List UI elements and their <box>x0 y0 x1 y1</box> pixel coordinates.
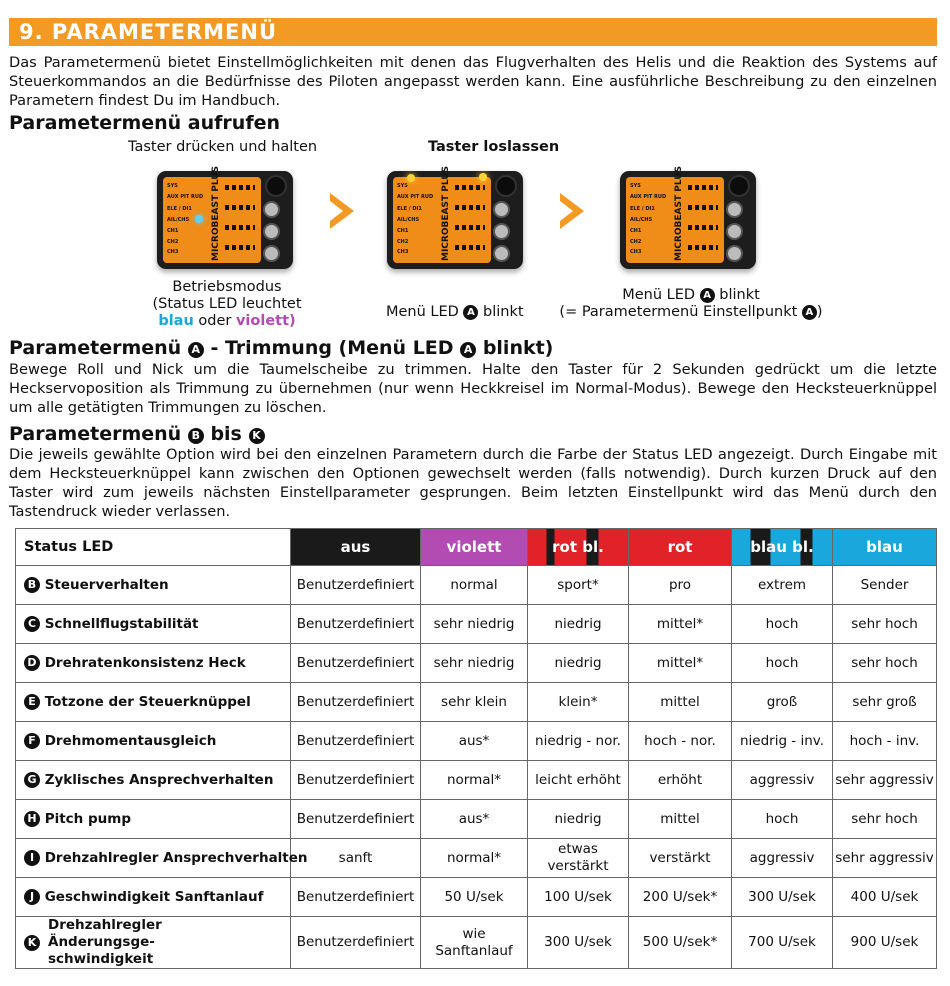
table-cell: sehr niedrig <box>421 644 528 683</box>
device-label-ail: AIL/CH5 <box>630 217 653 223</box>
table-cell: normal* <box>421 761 528 800</box>
row-label <box>16 722 291 761</box>
step1-caption <box>127 279 327 330</box>
potentiometer <box>726 245 743 262</box>
table-cell: Benutzerdefiniert <box>291 644 421 683</box>
device-label-sys: SYS <box>167 183 178 189</box>
table-cell: mittel <box>629 683 732 722</box>
table-row <box>16 878 937 917</box>
pin-row <box>688 225 718 230</box>
device-label-ch2: CH2 <box>397 239 409 245</box>
pin-row <box>688 185 718 190</box>
header-rot: rot <box>629 529 732 566</box>
table-cell: groß <box>732 683 833 722</box>
table-row <box>16 800 937 839</box>
step1-caption-line1: Betriebsmodus <box>172 279 282 295</box>
row-label-text: Drehzahlregler Ansprechverhalten <box>44 849 308 866</box>
potentiometer <box>493 223 510 240</box>
table-cell: wie Sanftanlauf <box>421 917 528 969</box>
table-cell: niedrig <box>528 605 629 644</box>
table-cell: pro <box>629 566 732 605</box>
table-cell: sehr groß <box>833 683 937 722</box>
blue-label: blau <box>158 313 194 329</box>
table-cell: niedrig - nor. <box>528 722 629 761</box>
potentiometer <box>726 201 743 218</box>
heading-open-menu: Parametermenü aufrufen <box>9 112 280 134</box>
step1-caption-line2: (Status LED leuchtet <box>152 296 302 312</box>
row-label <box>16 605 291 644</box>
header-violett: violett <box>421 529 528 566</box>
letter-g-icon: G <box>24 772 40 788</box>
device-label-sys: SYS <box>630 183 641 189</box>
potentiometer <box>263 245 280 262</box>
table-row <box>16 917 937 969</box>
pin-row <box>688 245 718 250</box>
table-cell: leicht erhöht <box>528 761 629 800</box>
table-cell: normal <box>421 566 528 605</box>
device-button <box>265 175 287 197</box>
device-label-ele: ELE / DI1 <box>630 206 655 212</box>
table-cell: 400 U/sek <box>833 878 937 917</box>
table-cell: sehr aggressiv <box>833 761 937 800</box>
device-label-ail: AIL/CH5 <box>397 217 420 223</box>
table-cell: klein* <box>528 683 629 722</box>
device-brand: MICROBEAST PLUS <box>674 165 684 261</box>
device-face <box>626 165 724 263</box>
device-button <box>495 175 517 197</box>
table-cell: niedrig <box>528 644 629 683</box>
button-led-icon <box>479 173 487 181</box>
table-cell: 300 U/sek <box>528 917 629 969</box>
row-label <box>16 566 291 605</box>
device-button <box>728 175 750 197</box>
potentiometer <box>263 201 280 218</box>
bk-heading-mid: bis <box>210 423 242 445</box>
step2-top-caption: Taster loslassen <box>428 139 560 155</box>
table-cell: 900 U/sek <box>833 917 937 969</box>
row-label <box>16 800 291 839</box>
table-row <box>16 566 937 605</box>
letter-f-icon: F <box>24 733 40 749</box>
device-label-ele: ELE / DI1 <box>397 206 422 212</box>
row-label-text: Totzone der Steuerknüppel <box>44 693 251 710</box>
step3-line2-pre: (= Parametermenü Einstellpunkt <box>559 304 798 320</box>
table-cell: hoch - nor. <box>629 722 732 761</box>
table-cell: aus* <box>421 800 528 839</box>
letter-a-icon: A <box>460 342 476 358</box>
device-label-aux: AUX PIT RUD <box>630 194 667 200</box>
table-row <box>16 683 937 722</box>
table-cell: 300 U/sek <box>732 878 833 917</box>
row-label-text: Pitch pump <box>44 810 131 827</box>
table-cell: hoch <box>732 800 833 839</box>
letter-b-icon: B <box>24 577 40 593</box>
table-cell: sanft <box>291 839 421 878</box>
row-label-text: Schnellflugstabilität <box>44 615 199 632</box>
step2-caption-pre: Menü LED <box>386 304 459 320</box>
table-cell: Benutzerdefiniert <box>291 878 421 917</box>
device-label-ch2: CH2 <box>630 239 642 245</box>
device-brand: MICROBEAST PLUS <box>441 165 451 261</box>
table-row <box>16 839 937 878</box>
table-cell: mittel* <box>629 605 732 644</box>
device-label-aux: AUX PIT RUD <box>397 194 434 200</box>
header-aus: aus <box>291 529 421 566</box>
row-label-text: Steuerverhalten <box>44 576 169 593</box>
device-3 <box>620 165 756 269</box>
table-cell: 100 U/sek <box>528 878 629 917</box>
pin-row <box>455 205 485 210</box>
table-cell: aggressiv <box>732 839 833 878</box>
row-label-text: Drehzahlregler Änderungsge- schwindigkeit <box>48 917 162 967</box>
letter-a-icon: A <box>188 342 204 358</box>
row-label-text: Geschwindigkeit Sanftanlauf <box>44 888 264 905</box>
table-cell: Benutzerdefiniert <box>291 722 421 761</box>
row-label-text: Drehmomentausgleich <box>44 732 217 749</box>
device-label-ch3: CH3 <box>167 249 179 255</box>
letter-k-icon: K <box>249 428 265 444</box>
table-cell: Benutzerdefiniert <box>291 800 421 839</box>
table-cell: sport* <box>528 566 629 605</box>
table-row <box>16 761 937 800</box>
bk-text: Die jeweils gewählte Option wird bei den einzelnen Parametern durch die Farbe der Status LED angezeigt. Durch Eingabe mit dem Hecksteuerknüppel kann zwischen den Optionen gewechselt werden (falls notwendig). Durch kurzen Druck auf den Taster wird zum jeweils nächsten Einstellparameter gesprungen. Beim letzten Einstellpunkt wird das Menü durch den Tastendruck wieder verlassen. <box>9 446 937 520</box>
letter-h-icon: H <box>24 811 40 827</box>
header-blau-blinkend: blau bl. <box>732 529 833 566</box>
letter-e-icon: E <box>24 694 40 710</box>
pin-row <box>455 225 485 230</box>
section-banner <box>9 18 937 46</box>
table-cell: Benutzerdefiniert <box>291 917 421 969</box>
table-cell: etwas verstärkt <box>528 839 629 878</box>
chevron-cut <box>330 201 343 221</box>
table-cell: Benutzerdefiniert <box>291 761 421 800</box>
step1-caption-line3 <box>127 313 327 330</box>
potentiometer <box>493 245 510 262</box>
table-cell: hoch <box>732 644 833 683</box>
device-label-ch2: CH2 <box>167 239 179 245</box>
table-cell: extrem <box>732 566 833 605</box>
table-cell: mittel <box>629 800 732 839</box>
trim-text: Bewege Roll und Nick um die Taumelscheibe zu trimmen. Halte den Taster für 2 Sekunden gedrückt um die letzte Heckservoposition als Trimmung zu übernehmen (nur wenn Heckkreisel im Normal-Modus). Bewege den Hecksteuerknüppel um alle getätigten Trimmungen zu löschen. <box>9 361 937 416</box>
step3-caption-line1 <box>556 287 826 304</box>
table-row <box>16 644 937 683</box>
letter-b-icon: B <box>188 428 204 444</box>
pin-row <box>688 205 718 210</box>
device-label-ail: AIL/CH5 <box>167 217 190 223</box>
step3-caption-pre: Menü LED <box>622 287 696 303</box>
table-cell: sehr hoch <box>833 644 937 683</box>
row-label <box>16 917 291 969</box>
device-face <box>163 165 261 263</box>
potentiometer <box>493 201 510 218</box>
device-label-ele: ELE / DI1 <box>167 206 192 212</box>
status-led-icon <box>195 215 203 223</box>
device-1 <box>157 165 293 269</box>
letter-a-icon: A <box>700 288 715 303</box>
pin-row <box>225 245 255 250</box>
table-cell: 700 U/sek <box>732 917 833 969</box>
table-cell: sehr aggressiv <box>833 839 937 878</box>
potentiometer <box>263 223 280 240</box>
table-cell: sehr hoch <box>833 605 937 644</box>
table-cell: Benutzerdefiniert <box>291 566 421 605</box>
device-label-ch1: CH1 <box>630 228 642 234</box>
bk-heading-pre: Parametermenü <box>9 423 182 445</box>
table-cell: 200 U/sek* <box>629 878 732 917</box>
row-label <box>16 644 291 683</box>
table-cell: sehr klein <box>421 683 528 722</box>
pin-row <box>455 245 485 250</box>
row-label-text: Drehratenkonsistenz Heck <box>44 654 246 671</box>
device-2 <box>387 165 523 269</box>
row-label <box>16 839 308 878</box>
table-cell: normal* <box>421 839 528 878</box>
step2-caption <box>386 304 524 321</box>
letter-i-icon: I <box>24 850 40 866</box>
heading-trim <box>9 337 553 359</box>
step2-caption-post: blinkt <box>483 304 524 320</box>
trim-heading-post: blinkt) <box>482 337 554 359</box>
letter-j-icon: J <box>24 889 40 905</box>
device-label-sys: SYS <box>397 183 408 189</box>
row-label <box>16 683 291 722</box>
table-header-row <box>16 529 937 566</box>
letter-a-icon: A <box>802 305 817 320</box>
letter-d-icon: D <box>24 655 40 671</box>
letter-c-icon: C <box>24 616 40 632</box>
table-cell: aggressiv <box>732 761 833 800</box>
table-cell: niedrig - inv. <box>732 722 833 761</box>
intro-text: Das Parametermenü bietet Einstellmöglichkeiten mit denen das Flugverhalten des Helis und die Reaktion des Systems auf Steuerkommandos an die Bedürfnisse des Piloten angepasst werden kann. Eine ausführliche Beschreibung zu den einzelnen Parametern findest Du im Handbuch. <box>9 54 937 109</box>
row-label <box>16 761 291 800</box>
row-label-text: Zyklisches Ansprechverhalten <box>44 771 274 788</box>
trim-heading-pre: Parametermenü <box>9 337 182 359</box>
letter-k-icon: K <box>24 935 40 951</box>
table-cell: hoch <box>732 605 833 644</box>
device-label-ch3: CH3 <box>397 249 409 255</box>
table-cell: 500 U/sek* <box>629 917 732 969</box>
step3-caption-post: blinkt <box>719 287 760 303</box>
table-cell: hoch - inv. <box>833 722 937 761</box>
pin-row <box>225 225 255 230</box>
table-cell: Benutzerdefiniert <box>291 683 421 722</box>
device-label-ch3: CH3 <box>630 249 642 255</box>
table-cell: mittel* <box>629 644 732 683</box>
device-label-aux: AUX PIT RUD <box>167 194 204 200</box>
heading-b-to-k <box>9 423 265 445</box>
header-blau: blau <box>833 529 937 566</box>
table-cell: sehr hoch <box>833 800 937 839</box>
table-cell: Sender <box>833 566 937 605</box>
menu-led-icon <box>407 174 415 182</box>
table-row <box>16 722 937 761</box>
pin-row <box>225 185 255 190</box>
chevron-cut <box>560 201 573 221</box>
step1-top-caption: Taster drücken und halten <box>128 139 318 155</box>
or-label: oder <box>198 313 232 329</box>
table-cell: niedrig <box>528 800 629 839</box>
violet-label: violett) <box>235 313 296 329</box>
header-status-led: Status LED <box>16 529 291 566</box>
table-cell: verstärkt <box>629 839 732 878</box>
pin-row <box>455 185 485 190</box>
step3-line2-post: ) <box>816 304 823 320</box>
trim-heading-mid: - Trimmung (Menü LED <box>210 337 454 359</box>
potentiometer <box>726 223 743 240</box>
section-title: 9. PARAMETERMENÜ <box>19 20 277 44</box>
row-label <box>16 878 291 917</box>
pin-row <box>225 205 255 210</box>
table-cell: aus* <box>421 722 528 761</box>
device-face <box>393 165 491 263</box>
step3-caption-line2 <box>556 304 826 321</box>
table-cell: sehr niedrig <box>421 605 528 644</box>
device-label-ch1: CH1 <box>397 228 409 234</box>
parameter-table <box>15 528 937 969</box>
step3-caption <box>556 287 826 321</box>
header-rot-blinkend: rot bl. <box>528 529 629 566</box>
device-label-ch1: CH1 <box>167 228 179 234</box>
table-cell: Benutzerdefiniert <box>291 605 421 644</box>
table-cell: erhöht <box>629 761 732 800</box>
device-brand: MICROBEAST PLUS <box>211 165 221 261</box>
table-row <box>16 605 937 644</box>
letter-a-icon: A <box>463 305 478 320</box>
table-cell: 50 U/sek <box>421 878 528 917</box>
